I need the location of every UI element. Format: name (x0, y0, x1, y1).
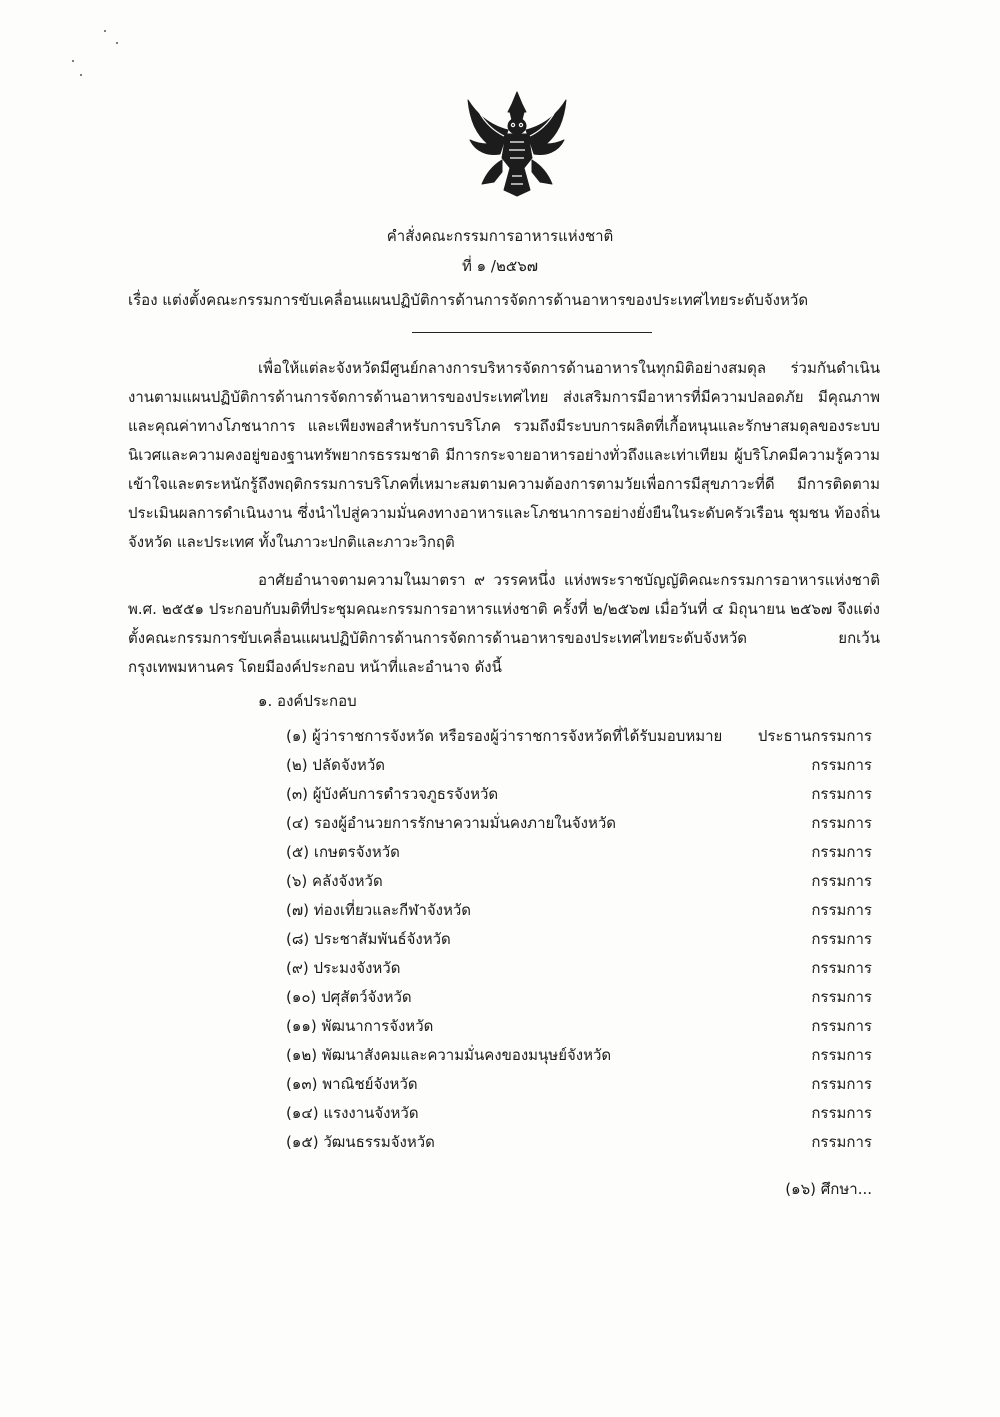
member-row (286, 867, 872, 896)
member-row (286, 809, 872, 838)
member-role: กรรมการ (811, 872, 872, 890)
member-name: (๓) ผู้บังคับการตำรวจภูธรจังหวัด (286, 785, 499, 803)
header-divider (412, 332, 652, 333)
member-row (286, 722, 872, 751)
member-role: กรรมการ (811, 1017, 872, 1035)
member-role: ประธานกรรมการ (757, 727, 872, 745)
member-row (286, 896, 872, 925)
member-role: กรรมการ (811, 901, 872, 919)
member-name: (๗) ท่องเที่ยวและกีฬาจังหวัด (286, 901, 472, 919)
member-name: (๑๒) พัฒนาสังคมและความมั่นคงของมนุษย์จังหวัด (286, 1046, 612, 1064)
member-role: กรรมการ (811, 814, 872, 832)
member-name: (๔) รองผู้อำนวยการรักษาความมั่นคงภายในจังหวัด (286, 814, 617, 832)
scan-speck (116, 42, 118, 44)
member-row (286, 1099, 872, 1128)
order-number: ที่ ๑ /๒๕๖๗ (461, 257, 539, 275)
body-paragraph-2: อาศัยอำนาจตามความในมาตรา ๙ วรรคหนึ่ง แห่งพระราชบัญญัติคณะกรรมการอาหารแห่งชาติ พ.ศ. ๒๕๕๑ ประกอบกับมติที่ประชุมคณะกรรมการอาหารแห่งชาติ ครั้งที่ ๒/๒๕๖๗ เมื่อวันที่ ๔ มิถุนายน ๒๕๖๗ จึงแต่งตั้งคณะกรรมการขับเคลื่อนแผนปฏิบัติการด้านการจัดการด้านอาหารของประเทศไทยระดับจังหวัด ยกเว้นกรุงเทพมหานคร โดยมีองค์ประกอบ หน้าที่และอำนาจ ดังนี้ (128, 571, 880, 676)
member-role: กรรมการ (811, 988, 872, 1006)
member-name: (๑๔) แรงงานจังหวัด (286, 1104, 419, 1122)
member-role: กรรมการ (811, 959, 872, 977)
member-role: กรรมการ (811, 1046, 872, 1064)
member-name: (๕) เกษตรจังหวัด (286, 843, 400, 861)
member-role: กรรมการ (811, 843, 872, 861)
member-name: (๑) ผู้ว่าราชการจังหวัด หรือรองผู้ว่าราชการจังหวัดที่ได้รับมอบหมาย (286, 727, 723, 745)
member-name: (๘) ประชาสัมพันธ์จังหวัด (286, 930, 451, 948)
scan-speck (80, 74, 82, 76)
member-name: (๒) ปลัดจังหวัด (286, 756, 385, 774)
member-role: กรรมการ (811, 1104, 872, 1122)
member-row (286, 954, 872, 983)
member-row (286, 751, 872, 780)
member-list (286, 722, 872, 1157)
member-row (286, 1128, 872, 1157)
composition-heading: ๑. องค์ประกอบ (258, 692, 357, 710)
garuda-emblem-icon (462, 86, 572, 198)
member-row (286, 1041, 872, 1070)
member-name: (๑๑) พัฒนาการจังหวัด (286, 1017, 434, 1035)
member-name: (๙) ประมงจังหวัด (286, 959, 401, 977)
member-name: (๑๓) พาณิชย์จังหวัด (286, 1075, 418, 1093)
member-row (286, 1012, 872, 1041)
member-role: กรรมการ (811, 785, 872, 803)
member-row (286, 838, 872, 867)
member-name: (๑๐) ปศุสัตว์จังหวัด (286, 988, 412, 1006)
member-role: กรรมการ (811, 1075, 872, 1093)
member-row (286, 1070, 872, 1099)
member-row (286, 780, 872, 809)
order-subject: เรื่อง แต่งตั้งคณะกรรมการขับเคลื่อนแผนปฏิบัติการด้านการจัดการด้านอาหารของประเทศไทยระดับจังหวัด (128, 291, 809, 309)
member-row (286, 925, 872, 954)
member-role: กรรมการ (811, 756, 872, 774)
body-paragraph-1: เพื่อให้แต่ละจังหวัดมีศูนย์กลางการบริหารจัดการด้านอาหารในทุกมิติอย่างสมดุล ร่วมกันดำเนินงานตามแผนปฏิบัติการด้านการจัดการด้านอาหารของประเทศไทย ส่งเสริมการมีอาหารที่มีความปลอดภัย มีคุณภาพและคุณค่าทางโภชนาการ และเพียงพอสำหรับการบริโภค รวมถึงมีระบบการผลิตที่เกื้อหนุนและรักษาสมดุลของระบบนิเวศและความคงอยู่ของฐานทรัพยากรธรรมชาติ มีการกระจายอาหารอย่างทั่วถึงและเท่าเทียม ผู้บริโภคมีความรู้ความเข้าใจและตระหนักรู้ถึงพฤติกรรมการบริโภคที่เหมาะสมตามความต้องการตามวัยเพื่อการมีสุขภาวะที่ดี มีการติดตามประเมินผลการดำเนินงาน ซึ่งนำไปสู่ความมั่นคงทางอาหารและโภชนาการอย่างยั่งยืนในระดับครัวเรือน ชุมชน ท้องถิ่น จังหวัด และประเทศ ทั้งในภาวะปกติและภาวะวิกฤติ (128, 359, 880, 551)
member-name: (๖) คลังจังหวัด (286, 872, 383, 890)
member-row (286, 983, 872, 1012)
member-role: กรรมการ (811, 1133, 872, 1151)
scan-speck (104, 30, 106, 32)
order-issuer: คำสั่งคณะกรรมการอาหารแห่งชาติ (386, 227, 614, 245)
continuation-marker: (๑๖) ศึกษา... (785, 1180, 872, 1198)
member-name: (๑๕) วัฒนธรรมจังหวัด (286, 1133, 435, 1151)
scan-speck (72, 60, 74, 62)
member-role: กรรมการ (811, 930, 872, 948)
